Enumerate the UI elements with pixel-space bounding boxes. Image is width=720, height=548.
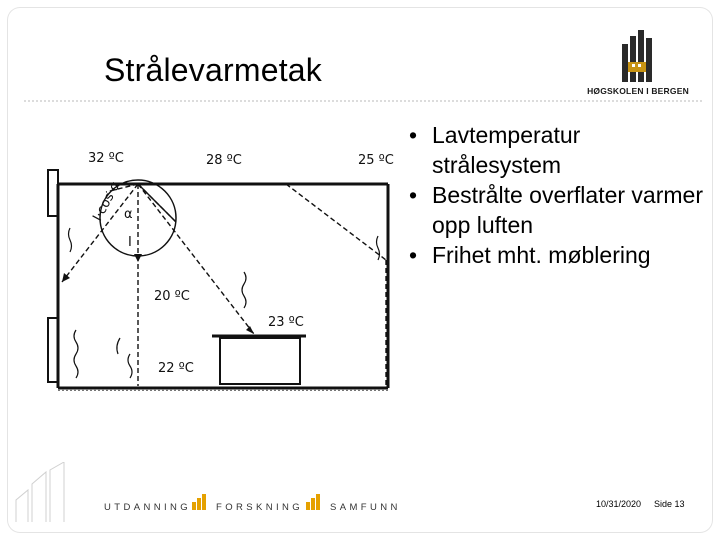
slide (8, 8, 712, 532)
bullet-text: Lavtemperatur strålesystem (432, 122, 581, 178)
bullet-item (406, 180, 706, 240)
bullet-text: Bestrålte overflater varmer opp luften (432, 182, 703, 238)
arrow-head (134, 254, 142, 262)
slide-title: Strålevarmetak (104, 52, 322, 88)
footer-samfunn: SAMFUNN (330, 502, 401, 513)
slide-date: 10/31/2020 (596, 499, 642, 509)
label-20c: 20 ºC (154, 289, 190, 304)
bullet-dot: • (409, 122, 418, 148)
footer-logo-mark-icon (8, 462, 74, 522)
ray-to-right-wall (286, 184, 386, 260)
arrow-head (246, 326, 254, 334)
bullet-item (406, 120, 706, 180)
bullet-text: Frihet mht. møblering (432, 242, 651, 268)
bar-chart-icon (306, 494, 320, 510)
title-divider (24, 100, 702, 102)
convection-arrow (74, 330, 78, 378)
label-23c: 23 ºC (268, 315, 304, 330)
label-28c: 28 ºC (206, 153, 242, 168)
bar-chart-icon (192, 494, 206, 510)
hib-logo (582, 30, 694, 100)
convection-arrow (242, 272, 246, 308)
label-32c: 32 ºC (88, 151, 124, 166)
label-22c: 22 ºC (158, 361, 194, 376)
label-i: I (128, 235, 132, 250)
hib-building-icon (620, 30, 656, 86)
convection-arrow (69, 228, 72, 252)
bullet-item (406, 240, 706, 270)
bullet-dot: • (409, 182, 418, 208)
footer-utdanning: UTDANNING (104, 502, 192, 513)
convection-arrow (117, 338, 120, 354)
label-25c: 25 ºC (358, 153, 394, 168)
convection-arrow (128, 354, 132, 378)
convection-arrow (377, 236, 380, 260)
slide-number: Side 13 (654, 499, 685, 509)
logo-text: HØGSKOLEN I BERGEN (587, 86, 689, 96)
label-cos: I·cos α (90, 179, 124, 224)
radiant-ceiling-diagram (36, 132, 400, 394)
footer-forskning: FORSKNING (216, 502, 304, 513)
ray-to-table (138, 184, 254, 334)
bullet-dot: • (409, 242, 418, 268)
bullet-list (406, 120, 706, 270)
label-alpha: α (124, 207, 133, 222)
table-icon (212, 336, 306, 384)
